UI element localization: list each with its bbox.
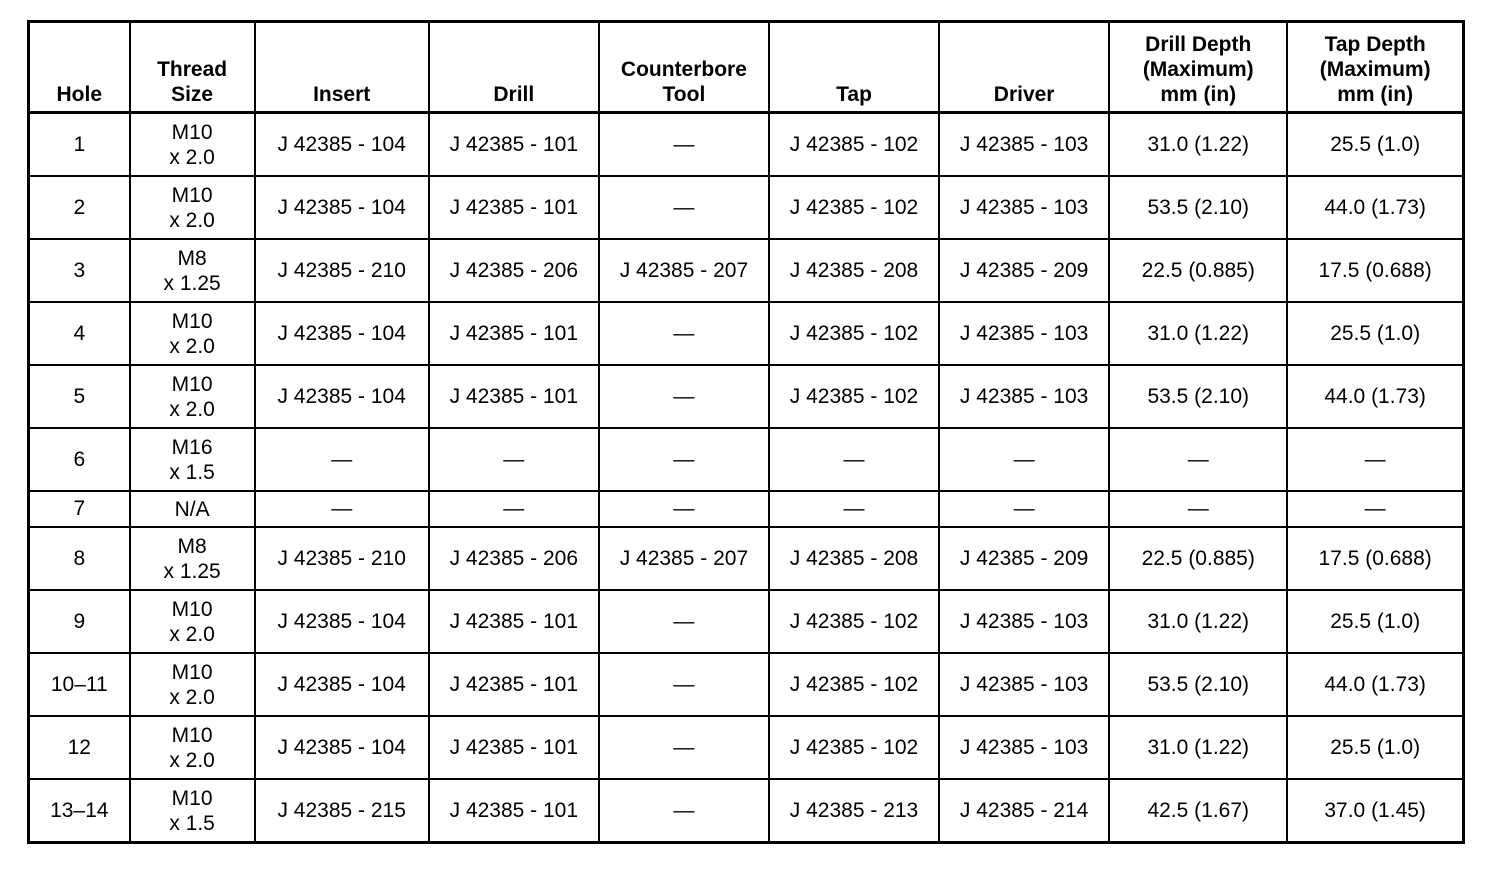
cell-thread-size bbox=[130, 491, 255, 527]
cell-tap: J 42385 - 102 bbox=[769, 716, 939, 779]
thread-size-line: M10 bbox=[171, 309, 213, 333]
thread-size-line: x 2.0 bbox=[169, 748, 215, 772]
cell-hole: 3 bbox=[29, 239, 130, 302]
cell-driver: J 42385 - 103 bbox=[939, 113, 1109, 177]
cell-hole: 1 bbox=[29, 113, 130, 177]
thread-size-line: M10 bbox=[171, 597, 213, 621]
cell-thread-size bbox=[130, 779, 255, 843]
cell-thread-size bbox=[130, 527, 255, 590]
cell-counterbore-tool: — bbox=[599, 428, 769, 491]
thread-size-line: x 1.25 bbox=[163, 271, 221, 295]
cell-insert: J 42385 - 104 bbox=[255, 365, 429, 428]
cell-tap-depth: 44.0 (1.73) bbox=[1287, 176, 1463, 239]
thread-size-line: M10 bbox=[171, 660, 213, 684]
cell-tap-depth: 17.5 (0.688) bbox=[1287, 239, 1463, 302]
thread-size-line: x 2.0 bbox=[169, 145, 215, 169]
cell-tap: — bbox=[769, 428, 939, 491]
header-tap-depth: Tap Depth (Maximum) mm (in) bbox=[1287, 22, 1463, 113]
cell-drill: J 42385 - 206 bbox=[429, 527, 599, 590]
table-header-row bbox=[29, 22, 1464, 113]
cell-tap: J 42385 - 208 bbox=[769, 239, 939, 302]
tool-table-container bbox=[27, 20, 1465, 844]
cell-drill-depth: — bbox=[1109, 491, 1287, 527]
cell-thread-size bbox=[130, 716, 255, 779]
cell-thread-size bbox=[130, 365, 255, 428]
cell-hole: 12 bbox=[29, 716, 130, 779]
thread-size-line: x 1.25 bbox=[163, 559, 221, 583]
cell-thread-size bbox=[130, 302, 255, 365]
cell-hole: 13–14 bbox=[29, 779, 130, 843]
cell-drill: J 42385 - 101 bbox=[429, 365, 599, 428]
header-drill-depth: Drill Depth (Maximum) mm (in) bbox=[1109, 22, 1287, 113]
cell-drill-depth: 31.0 (1.22) bbox=[1109, 716, 1287, 779]
cell-tap: J 42385 - 102 bbox=[769, 302, 939, 365]
table-row bbox=[29, 653, 1464, 716]
cell-insert: J 42385 - 210 bbox=[255, 239, 429, 302]
cell-tap-depth: 37.0 (1.45) bbox=[1287, 779, 1463, 843]
cell-driver: J 42385 - 103 bbox=[939, 365, 1109, 428]
cell-tap: J 42385 - 102 bbox=[769, 365, 939, 428]
cell-drill: J 42385 - 206 bbox=[429, 239, 599, 302]
cell-driver: J 42385 - 103 bbox=[939, 176, 1109, 239]
cell-thread-size bbox=[130, 590, 255, 653]
thread-size-line: x 2.0 bbox=[169, 208, 215, 232]
cell-counterbore-tool: — bbox=[599, 653, 769, 716]
thread-size-line: N/A bbox=[174, 497, 210, 521]
cell-tap: J 42385 - 102 bbox=[769, 590, 939, 653]
cell-insert: J 42385 - 104 bbox=[255, 590, 429, 653]
cell-thread-size bbox=[130, 176, 255, 239]
cell-drill-depth: 53.5 (2.10) bbox=[1109, 365, 1287, 428]
header-tap: Tap bbox=[769, 22, 939, 113]
cell-drill: — bbox=[429, 428, 599, 491]
cell-insert: J 42385 - 104 bbox=[255, 176, 429, 239]
cell-drill: J 42385 - 101 bbox=[429, 302, 599, 365]
cell-tap-depth: 17.5 (0.688) bbox=[1287, 527, 1463, 590]
table-row bbox=[29, 113, 1464, 177]
thread-size-line: M10 bbox=[171, 183, 213, 207]
cell-counterbore-tool: — bbox=[599, 779, 769, 843]
cell-hole: 6 bbox=[29, 428, 130, 491]
cell-thread-size bbox=[130, 428, 255, 491]
thread-size-line: x 2.0 bbox=[169, 622, 215, 646]
cell-drill-depth: 31.0 (1.22) bbox=[1109, 302, 1287, 365]
cell-insert: — bbox=[255, 491, 429, 527]
cell-tap: J 42385 - 213 bbox=[769, 779, 939, 843]
cell-insert: — bbox=[255, 428, 429, 491]
cell-insert: J 42385 - 210 bbox=[255, 527, 429, 590]
cell-counterbore-tool: — bbox=[599, 590, 769, 653]
table-row bbox=[29, 239, 1464, 302]
cell-tap-depth: 25.5 (1.0) bbox=[1287, 590, 1463, 653]
cell-tap: — bbox=[769, 491, 939, 527]
table-row bbox=[29, 491, 1464, 527]
cell-hole: 7 bbox=[29, 491, 130, 527]
cell-driver: J 42385 - 103 bbox=[939, 302, 1109, 365]
cell-drill-depth: 31.0 (1.22) bbox=[1109, 113, 1287, 177]
cell-hole: 5 bbox=[29, 365, 130, 428]
table-body bbox=[29, 113, 1464, 843]
header-hole: Hole bbox=[29, 22, 130, 113]
thread-size-line: x 2.0 bbox=[169, 397, 215, 421]
cell-thread-size bbox=[130, 653, 255, 716]
thread-size-line: x 1.5 bbox=[169, 460, 215, 484]
thread-size-line: M10 bbox=[171, 786, 213, 810]
thread-size-line: M8 bbox=[177, 246, 207, 270]
cell-tap: J 42385 - 102 bbox=[769, 653, 939, 716]
cell-counterbore-tool: — bbox=[599, 491, 769, 527]
cell-driver: J 42385 - 209 bbox=[939, 239, 1109, 302]
header-drill: Drill bbox=[429, 22, 599, 113]
cell-thread-size bbox=[130, 239, 255, 302]
cell-drill: — bbox=[429, 491, 599, 527]
cell-driver: J 42385 - 214 bbox=[939, 779, 1109, 843]
cell-counterbore-tool: J 42385 - 207 bbox=[599, 527, 769, 590]
thread-size-line: M8 bbox=[177, 534, 207, 558]
cell-hole: 4 bbox=[29, 302, 130, 365]
header-insert: Insert bbox=[255, 22, 429, 113]
cell-driver: J 42385 - 103 bbox=[939, 590, 1109, 653]
cell-insert: J 42385 - 104 bbox=[255, 113, 429, 177]
header-thread-size: Thread Size bbox=[130, 22, 255, 113]
thread-size-line: x 2.0 bbox=[169, 685, 215, 709]
table-row bbox=[29, 590, 1464, 653]
table-row bbox=[29, 779, 1464, 843]
cell-tap: J 42385 - 102 bbox=[769, 176, 939, 239]
cell-drill: J 42385 - 101 bbox=[429, 779, 599, 843]
header-counterbore-tool: Counterbore Tool bbox=[599, 22, 769, 113]
table-row bbox=[29, 176, 1464, 239]
cell-drill-depth: 31.0 (1.22) bbox=[1109, 590, 1287, 653]
cell-driver: — bbox=[939, 491, 1109, 527]
cell-counterbore-tool: — bbox=[599, 176, 769, 239]
cell-driver: — bbox=[939, 428, 1109, 491]
cell-hole: 2 bbox=[29, 176, 130, 239]
cell-tap-depth: 44.0 (1.73) bbox=[1287, 365, 1463, 428]
thread-size-line: x 1.5 bbox=[169, 811, 215, 835]
cell-insert: J 42385 - 104 bbox=[255, 653, 429, 716]
cell-drill: J 42385 - 101 bbox=[429, 176, 599, 239]
table-row bbox=[29, 527, 1464, 590]
cell-driver: J 42385 - 209 bbox=[939, 527, 1109, 590]
thread-size-line: M10 bbox=[171, 723, 213, 747]
cell-driver: J 42385 - 103 bbox=[939, 716, 1109, 779]
cell-drill: J 42385 - 101 bbox=[429, 653, 599, 716]
cell-counterbore-tool: — bbox=[599, 365, 769, 428]
cell-drill-depth: 53.5 (2.10) bbox=[1109, 653, 1287, 716]
table-row bbox=[29, 428, 1464, 491]
table-row bbox=[29, 365, 1464, 428]
cell-tap-depth: 25.5 (1.0) bbox=[1287, 716, 1463, 779]
cell-hole: 9 bbox=[29, 590, 130, 653]
cell-drill-depth: 22.5 (0.885) bbox=[1109, 527, 1287, 590]
header-driver: Driver bbox=[939, 22, 1109, 113]
cell-driver: J 42385 - 103 bbox=[939, 653, 1109, 716]
cell-drill-depth: 22.5 (0.885) bbox=[1109, 239, 1287, 302]
cell-thread-size bbox=[130, 113, 255, 177]
cell-counterbore-tool: — bbox=[599, 302, 769, 365]
cell-drill-depth: 53.5 (2.10) bbox=[1109, 176, 1287, 239]
cell-drill-depth: 42.5 (1.67) bbox=[1109, 779, 1287, 843]
cell-tap-depth: — bbox=[1287, 428, 1463, 491]
cell-hole: 10–11 bbox=[29, 653, 130, 716]
cell-tap-depth: — bbox=[1287, 491, 1463, 527]
cell-insert: J 42385 - 104 bbox=[255, 716, 429, 779]
thread-size-line: x 2.0 bbox=[169, 334, 215, 358]
table-row bbox=[29, 716, 1464, 779]
cell-tap-depth: 44.0 (1.73) bbox=[1287, 653, 1463, 716]
cell-hole: 8 bbox=[29, 527, 130, 590]
cell-tap: J 42385 - 208 bbox=[769, 527, 939, 590]
table-row bbox=[29, 302, 1464, 365]
thread-size-line: M10 bbox=[171, 372, 213, 396]
cell-tap: J 42385 - 102 bbox=[769, 113, 939, 177]
cell-insert: J 42385 - 215 bbox=[255, 779, 429, 843]
cell-counterbore-tool: — bbox=[599, 113, 769, 177]
cell-drill-depth: — bbox=[1109, 428, 1287, 491]
cell-drill: J 42385 - 101 bbox=[429, 113, 599, 177]
cell-tap-depth: 25.5 (1.0) bbox=[1287, 302, 1463, 365]
cell-counterbore-tool: J 42385 - 207 bbox=[599, 239, 769, 302]
thread-size-line: M10 bbox=[171, 120, 213, 144]
cell-drill: J 42385 - 101 bbox=[429, 590, 599, 653]
thread-size-line: M16 bbox=[171, 435, 213, 459]
cell-tap-depth: 25.5 (1.0) bbox=[1287, 113, 1463, 177]
cell-counterbore-tool: — bbox=[599, 716, 769, 779]
cell-insert: J 42385 - 104 bbox=[255, 302, 429, 365]
cell-drill: J 42385 - 101 bbox=[429, 716, 599, 779]
tool-table bbox=[27, 20, 1465, 844]
